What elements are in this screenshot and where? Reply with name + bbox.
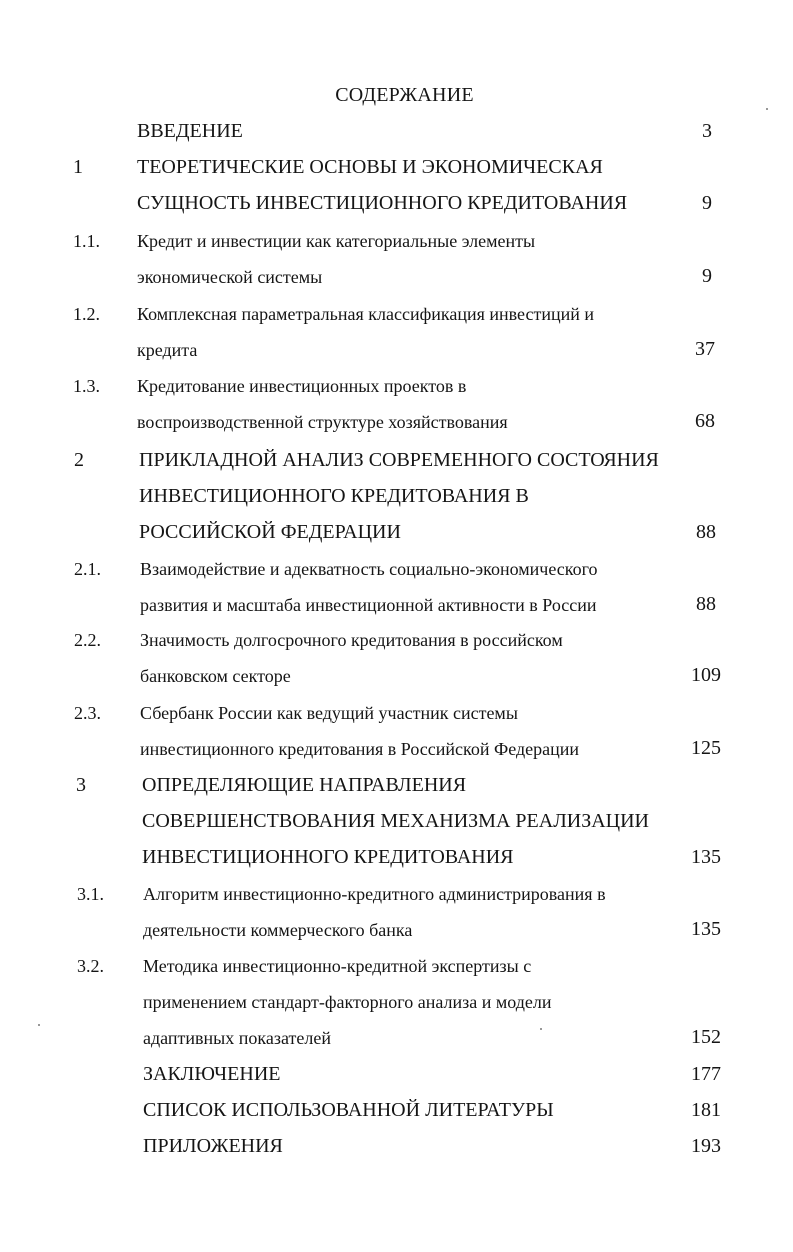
toc-page-number: 152 xyxy=(691,1026,721,1048)
toc-entry-number: 1.3. xyxy=(73,376,100,396)
toc-entry-label-line: развития и масштаба инвестиционной активности в России xyxy=(140,595,597,615)
toc-entry-label-line: Алгоритм инвестиционно-кредитного администрирования в xyxy=(143,884,606,904)
toc-entry-label-line: ИНВЕСТИЦИОННОГО КРЕДИТОВАНИЯ xyxy=(142,846,514,868)
toc-entry-label-line: инвестиционного кредитования в Российской Федерации xyxy=(140,739,579,759)
toc-entry-label-line: ИНВЕСТИЦИОННОГО КРЕДИТОВАНИЯ В xyxy=(139,485,529,507)
toc-entry-number: 2.2. xyxy=(74,630,101,650)
toc-entry-label-line: Взаимодействие и адекватность социально-экономического xyxy=(140,559,598,579)
toc-entry-label: ПРИЛОЖЕНИЯ xyxy=(143,1135,283,1157)
toc-entry-label-line: Комплексная параметральная классификация инвестиций и xyxy=(137,304,595,324)
toc-entry-label: СПИСОК ИСПОЛЬЗОВАННОЙ ЛИТЕРАТУРЫ xyxy=(143,1099,554,1121)
toc-page-number: 37 xyxy=(695,338,715,360)
page-title: СОДЕРЖАНИЕ xyxy=(335,84,474,106)
toc-entry-label-line: СОВЕРШЕНСТВОВАНИЯ МЕХАНИЗМА РЕАЛИЗАЦИИ xyxy=(142,810,649,832)
scan-speck xyxy=(766,108,768,110)
toc-entry-label-line: Значимость долгосрочного кредитования в российском xyxy=(140,630,563,650)
scan-speck xyxy=(38,1024,40,1026)
toc-page-number: 109 xyxy=(691,664,721,686)
toc-page-number: 88 xyxy=(696,521,716,543)
toc-page-number: 177 xyxy=(691,1063,721,1085)
toc-entry-label: ЗАКЛЮЧЕНИЕ xyxy=(143,1063,281,1085)
toc-page-number: 9 xyxy=(702,265,712,287)
toc-entry-label-line: Сбербанк России как ведущий участник системы xyxy=(140,703,518,723)
toc-entry-label-line: ТЕОРЕТИЧЕСКИЕ ОСНОВЫ И ЭКОНОМИЧЕСКАЯ xyxy=(137,156,603,178)
toc-entry-number: 3 xyxy=(76,774,86,796)
toc-entry-number: 3.2. xyxy=(77,956,104,976)
toc-entry-label-line: РОССИЙСКОЙ ФЕДЕРАЦИИ xyxy=(139,521,401,543)
toc-entry-label-line: банковском секторе xyxy=(140,666,291,686)
toc-entry-label-line: кредита xyxy=(137,340,198,360)
toc-entry-label-line: применением стандарт-факторного анализа и модели xyxy=(143,992,552,1012)
toc-entry-label-line: деятельности коммерческого банка xyxy=(143,920,413,940)
toc-entry-number: 1.1. xyxy=(73,231,100,251)
toc-page-number: 9 xyxy=(702,192,712,214)
toc-page-number: 193 xyxy=(691,1135,721,1157)
toc-page-number: 181 xyxy=(691,1099,721,1121)
toc-entry-label-line: Методика инвестиционно-кредитной экспертизы с xyxy=(143,956,532,976)
scan-speck xyxy=(540,1028,542,1030)
toc-entry-label: ВВЕДЕНИЕ xyxy=(137,120,243,142)
toc-entry-number: 3.1. xyxy=(77,884,104,904)
toc-page-number: 125 xyxy=(691,737,721,759)
toc-page-number: 3 xyxy=(702,120,712,142)
toc-page-number: 88 xyxy=(696,593,716,615)
toc-entry-label-line: адаптивных показателей xyxy=(143,1028,331,1048)
toc-entry-label-line: ПРИКЛАДНОЙ АНАЛИЗ СОВРЕМЕННОГО СОСТОЯНИЯ xyxy=(139,449,659,471)
toc-page-number: 135 xyxy=(691,918,721,940)
toc-page-number: 68 xyxy=(695,410,715,432)
toc-entry-label-line: ОПРЕДЕЛЯЮЩИЕ НАПРАВЛЕНИЯ xyxy=(142,774,467,796)
toc-entry-label-line: экономической системы xyxy=(137,267,323,287)
toc-entry-label-line: СУЩНОСТЬ ИНВЕСТИЦИОННОГО КРЕДИТОВАНИЯ xyxy=(137,192,628,214)
toc-entry-label-line: Кредитование инвестиционных проектов в xyxy=(137,376,467,396)
toc-entry-label-line: воспроизводственной структуре хозяйствования xyxy=(137,412,508,432)
toc-page-number: 135 xyxy=(691,846,721,868)
toc-entry-number: 1 xyxy=(73,156,83,178)
toc-entry-number: 2 xyxy=(74,449,84,471)
toc-entry-number: 2.3. xyxy=(74,703,101,723)
toc-entry-number: 2.1. xyxy=(74,559,101,579)
toc-entry-number: 1.2. xyxy=(73,304,100,324)
toc-entry-label-line: Кредит и инвестиции как категориальные элементы xyxy=(137,231,536,251)
